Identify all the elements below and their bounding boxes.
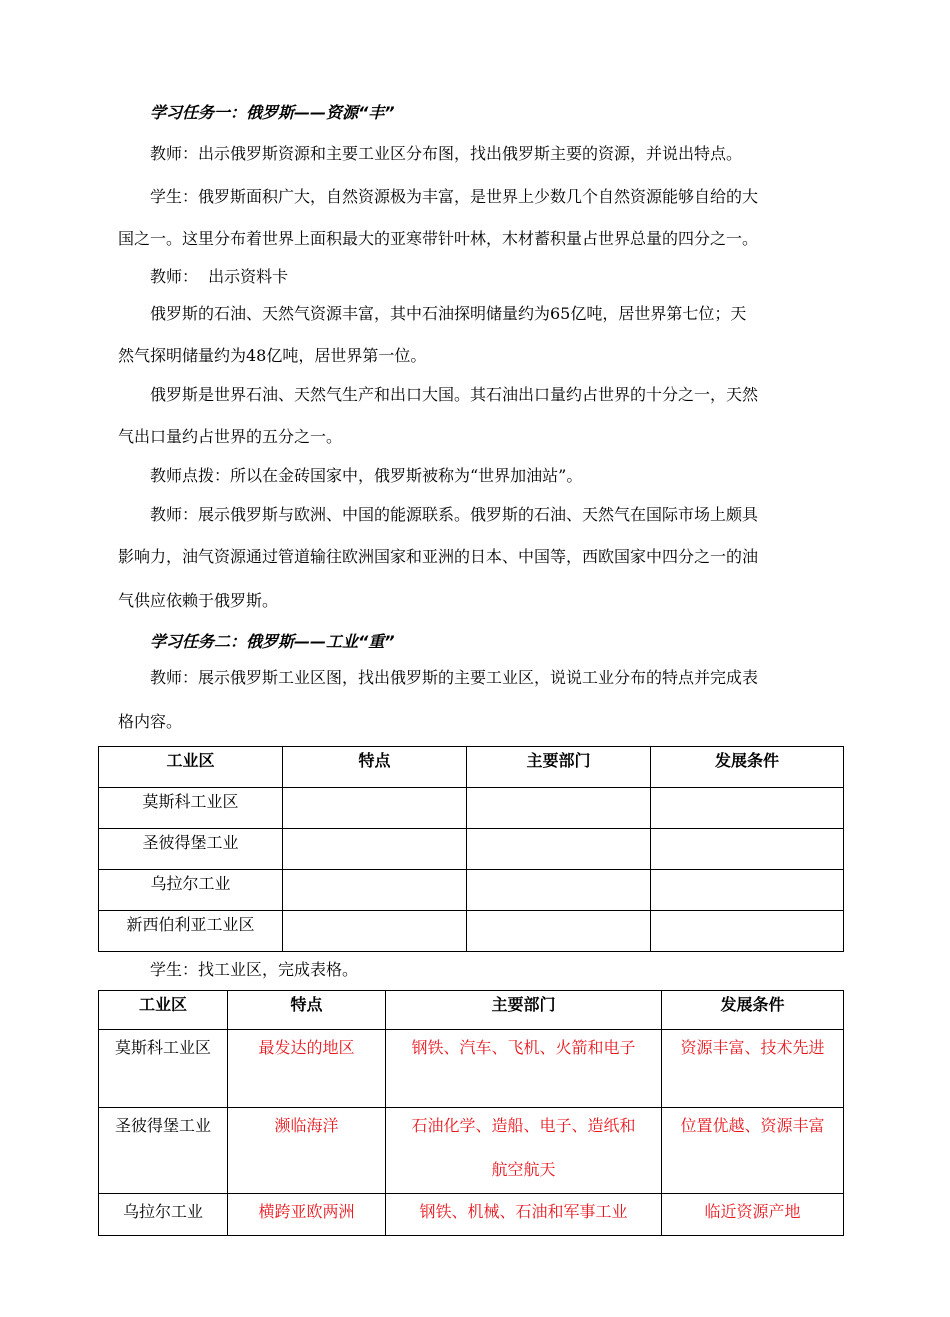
blank-cell — [467, 788, 651, 829]
blank-cell — [283, 829, 467, 870]
region-cell: 乌拉尔工业 — [99, 1194, 228, 1236]
region-cell: 圣彼得堡工业 — [99, 829, 283, 870]
sectors-cell — [386, 1108, 662, 1194]
table-row — [99, 1030, 844, 1108]
conditions-cell: 位置优越、资源丰富 — [662, 1108, 844, 1194]
paragraph: 教师：展示俄罗斯工业区图，找出俄罗斯的主要工业区，说说工业分布的特点并完成表 — [150, 668, 759, 687]
paragraph: 学生：找工业区，完成表格。 — [150, 960, 359, 979]
conditions-cell: 资源丰富、技术先进 — [662, 1030, 844, 1108]
blank-table — [98, 746, 844, 952]
paragraph: 教师：出示俄罗斯资源和主要工业区分布图，找出俄罗斯主要的资源，并说出特点。 — [150, 144, 743, 163]
feature-cell: 最发达的地区 — [228, 1030, 386, 1108]
table-row — [99, 829, 844, 870]
column-header: 发展条件 — [651, 747, 844, 788]
column-header: 主要部门 — [467, 747, 651, 788]
blank-cell — [467, 911, 651, 952]
region-cell: 乌拉尔工业 — [99, 870, 283, 911]
sectors-cell — [386, 1194, 662, 1236]
column-header: 工业区 — [99, 747, 283, 788]
paragraph: 俄罗斯的石油、天然气资源丰富，其中石油探明储量约为65亿吨，居世界第七位；天 — [150, 304, 747, 323]
paragraph: 国之一。这里分布着世界上面积最大的亚寒带针叶林，木材蓄积量占世界总量的四分之一。 — [118, 229, 759, 248]
blank-cell — [283, 911, 467, 952]
region-cell: 圣彼得堡工业 — [99, 1108, 228, 1194]
paragraph: 俄罗斯是世界石油、天然气生产和出口大国。其石油出口量约占世界的十分之一，天然 — [150, 385, 759, 404]
blank-cell — [283, 870, 467, 911]
paragraph: 学生：俄罗斯面积广大，自然资源极为丰富，是世界上少数几个自然资源能够自给的大 — [150, 187, 759, 206]
table-row — [99, 870, 844, 911]
blank-cell — [651, 829, 844, 870]
table-row — [99, 1108, 844, 1194]
sectors-line: 钢铁、汽车、飞机、火箭和电子 — [411, 1038, 636, 1057]
sectors-cell — [386, 1030, 662, 1108]
column-header: 特点 — [283, 747, 467, 788]
task2-title: 学习任务二：俄罗斯——工业“重” — [150, 632, 395, 651]
blank-cell — [467, 870, 651, 911]
table-row — [99, 911, 844, 952]
paragraph: 教师：展示俄罗斯与欧洲、中国的能源联系。俄罗斯的石油、天然气在国际市场上颇具 — [150, 505, 759, 524]
paragraph: 然气探明储量约为48亿吨，居世界第一位。 — [118, 346, 427, 365]
feature-cell: 横跨亚欧两洲 — [228, 1194, 386, 1236]
blank-cell — [467, 829, 651, 870]
table-row — [99, 1194, 844, 1236]
column-header: 特点 — [228, 991, 386, 1030]
sectors-line: 钢铁、机械、石油和军事工业 — [419, 1202, 628, 1221]
column-header: 主要部门 — [386, 991, 662, 1030]
feature-cell: 濒临海洋 — [228, 1108, 386, 1194]
paragraph: 气出口量约占世界的五分之一。 — [118, 427, 343, 446]
answer-table — [98, 990, 844, 1236]
task1-title: 学习任务一：俄罗斯——资源“丰” — [150, 103, 395, 122]
blank-cell — [651, 870, 844, 911]
region-cell: 莫斯科工业区 — [99, 1030, 228, 1108]
blank-cell — [283, 788, 467, 829]
region-cell: 莫斯科工业区 — [99, 788, 283, 829]
paragraph: 气供应依赖于俄罗斯。 — [118, 591, 279, 610]
paragraph: 教师： 出示资料卡 — [150, 267, 289, 286]
conditions-cell: 临近资源产地 — [662, 1194, 844, 1236]
table-row — [99, 788, 844, 829]
blank-cell — [651, 911, 844, 952]
sectors-line: 航空航天 — [491, 1160, 556, 1179]
sectors-line: 石油化学、造船、电子、造纸和 — [411, 1116, 636, 1135]
paragraph: 影响力，油气资源通过管道输往欧洲国家和亚洲的日本、中国等，西欧国家中四分之一的油 — [118, 547, 759, 566]
paragraph: 格内容。 — [118, 712, 183, 731]
region-cell: 新西伯利亚工业区 — [99, 911, 283, 952]
blank-cell — [651, 788, 844, 829]
column-header: 工业区 — [99, 991, 228, 1030]
column-header: 发展条件 — [662, 991, 844, 1030]
paragraph: 教师点拨：所以在金砖国家中，俄罗斯被称为“世界加油站”。 — [150, 466, 583, 485]
